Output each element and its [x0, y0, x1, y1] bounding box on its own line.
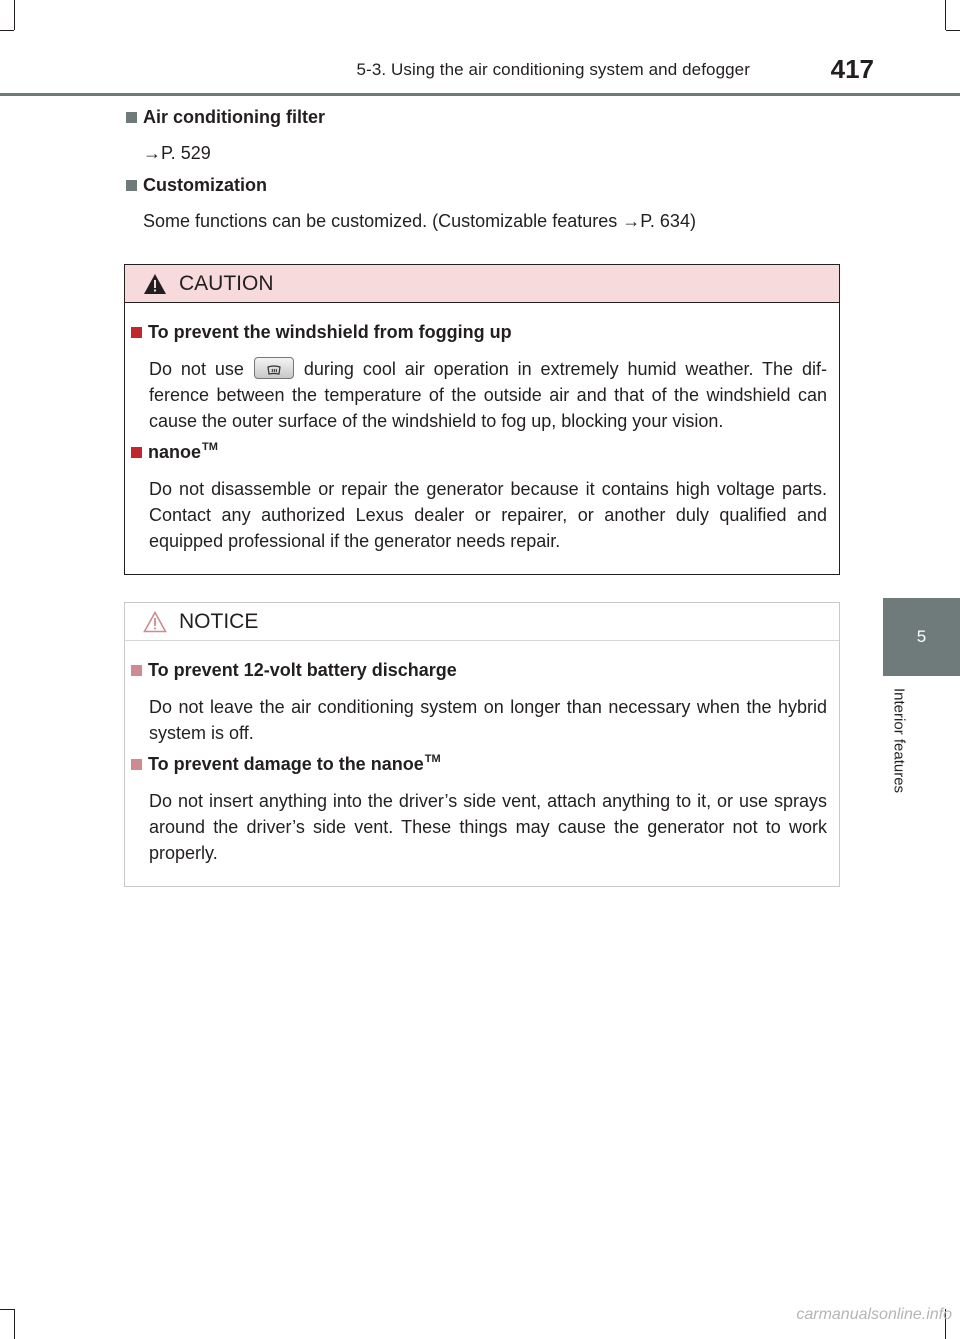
crop-mark-top-right-v	[945, 0, 946, 30]
warning-triangle-icon	[143, 273, 167, 295]
notice-item-heading-battery: To prevent 12-volt battery discharge	[131, 660, 457, 681]
notice-item-text-battery: Do not leave the air conditioning system on longer than necessary when the hybrid system is off.	[149, 697, 827, 743]
air-filter-page-ref[interactable]: →P. 529	[143, 143, 211, 163]
caution-header	[125, 265, 839, 303]
chapter-tab[interactable]	[883, 598, 960, 676]
notice-header	[125, 603, 839, 641]
square-bullet-icon	[131, 447, 142, 458]
caution-item-text-nanoe: Do not disassemble or repair the generator because it contains high voltage parts. Contact any authorized Lexus dealer or repairer, or another duly qualified and equipped professional if the generator needs repair.	[149, 479, 827, 551]
crop-mark-top-left-h	[0, 30, 14, 31]
notice-item-heading-nanoe: To prevent damage to the nanoe TM	[131, 754, 441, 775]
caution-item-heading-nanoe: nanoe TM	[131, 442, 218, 463]
section-heading-air-filter: Air conditioning filter	[126, 107, 325, 128]
header-rule	[0, 93, 960, 96]
notice-item-text-nanoe: Do not insert anything into the driver’s side vent, attach anything to it, or use sprays around the driver’s side vent. These things may cause the generator not to work properly.	[149, 791, 827, 863]
crop-mark-top-right-h	[946, 30, 960, 31]
caution-item-text-windshield: Do not use during cool air operation in extremely humid weather. The dif-ference between the temperature of the outside air and that of the windshield can cause the outer surface of the windshield to fog up, blocking your vision.	[149, 359, 827, 431]
section-heading-customization: Customization	[126, 175, 267, 196]
warning-triangle-outline-icon	[143, 611, 167, 633]
notice-box	[124, 602, 840, 887]
page-section-title: 5-3. Using the air conditioning system and defogger	[356, 60, 750, 79]
crop-mark-bottom-left-h	[0, 1309, 14, 1310]
trademark-mark: TM	[202, 440, 218, 453]
chapter-number: 5	[916, 627, 927, 646]
caution-item-heading-windshield: To prevent the windshield from fogging up	[131, 322, 512, 343]
crop-mark-bottom-left-v	[14, 1309, 15, 1339]
square-bullet-icon	[126, 112, 137, 123]
crop-mark-top-left-v	[14, 0, 15, 30]
chapter-label: Interior features	[890, 688, 908, 794]
windshield-defogger-button-icon	[254, 357, 294, 379]
caution-title: CAUTION	[179, 271, 274, 295]
customization-text: Some functions can be customized. (Customizable features →P. 634)	[143, 211, 696, 231]
trademark-mark: TM	[424, 752, 441, 765]
square-bullet-icon	[131, 665, 142, 676]
page-number: 417	[830, 54, 874, 84]
square-bullet-icon	[131, 327, 142, 338]
caution-box	[124, 264, 840, 575]
watermark: carmanualsonline.info	[796, 1306, 952, 1323]
square-bullet-icon	[131, 759, 142, 770]
notice-title: NOTICE	[179, 609, 259, 633]
square-bullet-icon	[126, 180, 137, 191]
